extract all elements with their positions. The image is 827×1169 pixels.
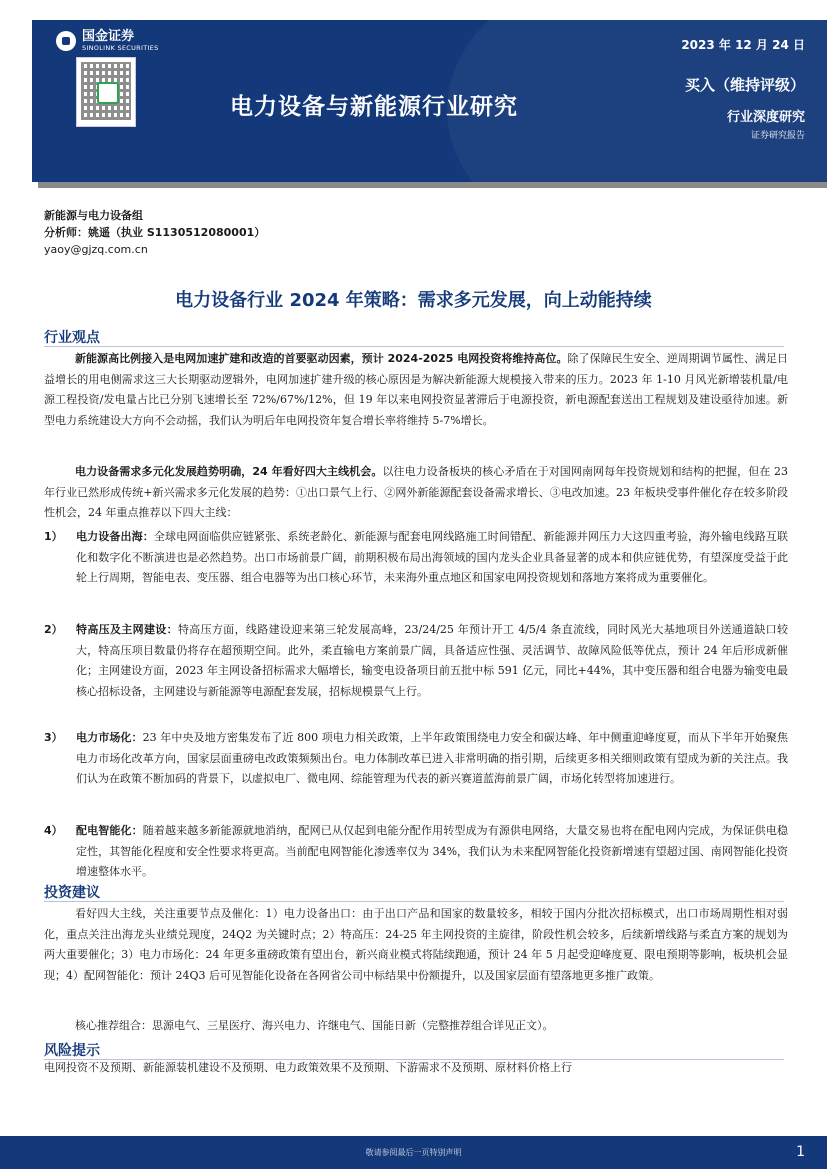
item-number: 1）: [44, 530, 63, 543]
page-title: 电力设备行业 2024 年策略：需求多元发展，向上动能持续: [175, 290, 652, 311]
page-number: 1: [796, 1144, 805, 1160]
list-item: [44, 620, 788, 703]
invest-paragraph-1: 看好四大主线，关注重要节点及催化：1）电力设备出口：由于出口产品和国家的数量较多，相较于国内分批次招标模式，出口市场周期性相对弱化，重点关注出海龙头业绩兑现度，24Q2 为关键时点；2）特高压：24-25 年主网投资的主旋律，阶段性机会较多，后续新增线路与柔直方案的规划为两大重要催化；3）电力市场化：24 年更多重磅政策有望出台，新兴商业模式将陆续跑通，预计 24 年 5 月起受迎峰度夏、限电预期等影响，板块机会显现；4）配网智能化：预计 24Q3 后可见智能化设备在各网省公司中标结果中份额提升，以及国家层面有望落地更多推广政策。: [44, 907, 788, 983]
logo-mark-icon: [56, 31, 76, 51]
risk-paragraph: 电网投资不及预期、新能源装机建设不及预期、电力政策效果不及预期、下游需求不及预期、原材料价格上行: [44, 1061, 572, 1074]
section-heading-view: 行业观点: [44, 327, 100, 347]
item-lead: 电力市场化：: [76, 731, 143, 744]
analyst-info: [44, 207, 265, 258]
item-body: 特高压方面，线路建设迎来第三轮发展高峰，23/24/25 年预计开工 4/5/4 条直流线，同时风光大基地项目外送通道缺口较大，特高压项目数量仍将存在超预期空间。此外，柔直输电方案前景广阔，具备适应性强、灵活调节、故障风险低等优点，预计 24 年后形成新催化；主网建设方面，2023 年主网设备招标需求大幅增长，输变电设备项目前五批中标 591 亿元，同比+44%，其中变压器和组合电器为输变电最核心招标设备，主网建设与新能源等电源配套发展，招标规模景气上行。: [76, 623, 788, 699]
team-group: 新能源与电力设备组: [44, 209, 143, 222]
report-header-banner: [32, 20, 827, 182]
wechat-icon: [97, 82, 119, 104]
qr-code-icon: [76, 57, 136, 127]
report-type: 行业深度研究: [726, 110, 805, 125]
view-p2-lead: 电力设备需求多元化发展趋势明确，24 年看好四大主线机会。: [75, 465, 383, 478]
brand-name-en: SINOLINK SECURITIES: [82, 44, 159, 52]
page-footer: [0, 1136, 827, 1169]
section-heading-invest: 投资建议: [44, 882, 100, 902]
item-lead: 配电智能化：: [76, 824, 143, 837]
report-date: 2023 年 12 月 24 日: [681, 38, 805, 52]
report-series-title: 电力设备与新能源行业研究: [230, 94, 518, 120]
analyst-email[interactable]: yaoy@gjzq.com.cn: [44, 243, 148, 256]
item-body: 随着越来越多新能源就地消纳，配网已从仅起到电能分配作用转型成为有源供电网络，大量交易也将在配电网内完成，为保证供电稳定性，其智能化程度和安全性要求将更高。当前配电网智能化渗透率仅为 34%，我们认为未来配网智能化投资新增速有望超过国、南网智能化投资增速整体水平。: [76, 824, 788, 879]
report-subtype: 证券研究报告: [750, 131, 805, 141]
rating-badge: 买入（维持评级）: [684, 76, 805, 94]
item-number: 4）: [44, 824, 63, 837]
view-paragraph-2: [44, 462, 788, 524]
view-p1-body: 除了保障民生安全、逆周期调节属性、满足日益增长的用电侧需求这三大长期驱动逻辑外，电网加速扩建升级的核心原因是为解决新能源大规模接入带来的压力。2023 年 1-10 月风光新增装机量/电源工程投资/发电量占比已分别飞速增长至 72%/67%/12%，但 19 年以来电网投资显著滞后于电源投资，新电源配套送出工程规划及建设亟待加速。新型电力系统建设大方向不会动摇，我们认为明后年电网投资年复合增长率将维持 5-7%增长。: [44, 352, 789, 428]
view-p1-lead: 新能源高比例接入是电网加速扩建和改造的首要驱动因素，预计 2024-2025 电网投资将维持高位。: [75, 352, 568, 365]
invest-paragraph-2: 核心推荐组合：思源电气、三星医疗、海兴电力、许继电气、国能日新（完整推荐组合详见正文）。: [75, 1019, 554, 1032]
sinolink-logo: [56, 30, 159, 52]
view-p2-body: 以往电力设备板块的核心矛盾在于对国网南网每年投资规划和结构的把握，但在 23 年行业已然形成传统+新兴需求多元化发展的趋势：①出口景气上行、②网外新能源配套设备需求增长、③电改加速。23 年板块受事件催化存在较多阶段性机会，24 年重点推荐以下四大主线：: [44, 465, 788, 520]
item-lead: 特高压及主网建设：: [76, 623, 178, 636]
item-lead: 电力设备出海：: [76, 530, 154, 543]
analyst-name: 分析师：姚遥（执业 S1130512080001）: [44, 226, 266, 239]
list-item: [44, 728, 788, 790]
item-number: 3）: [44, 731, 63, 744]
brand-name-cn: 国金证券: [82, 29, 135, 44]
section-heading-risk: 风险提示: [44, 1040, 100, 1060]
list-item: [44, 821, 788, 883]
item-body: 23 年中央及地方密集发布了近 800 项电力相关政策，上半年政策围绕电力安全和碳达峰、年中侧重迎峰度夏，而从下半年开始聚焦电力市场化改革方向，国家层面重磅电改政策频频出台。电力体制改革已进入非常明确的指引期，后续更多相关细则政策有望成为新的关注点。我们认为在政策不断加码的背景下，以虚拟电厂、微电网、综能管理为代表的新兴赛道蓝海前景广阔，市场化转型将加速进行。: [76, 731, 789, 786]
item-number: 2）: [44, 623, 63, 636]
disclaimer-note: 敬请参阅最后一页特别声明: [365, 1148, 462, 1157]
item-body: 全球电网面临供应链紧张、系统老龄化、新能源与配套电网线路施工时间错配、新能源并网压力大这四重考验，海外输电线路互联化和数字化不断演进也是必然趋势。出口市场前景广阔，前期积极布局出海领域的国内龙头企业具备显著的成本和供应链优势，有望深度受益于此轮上行周期，智能电表、变压器、组合电器等为出口核心环节，未来海外重点地区和国家电网投资规划和落地方案将成为重要催化。: [76, 530, 788, 585]
view-paragraph-1: [44, 349, 788, 432]
list-item: [44, 527, 788, 589]
